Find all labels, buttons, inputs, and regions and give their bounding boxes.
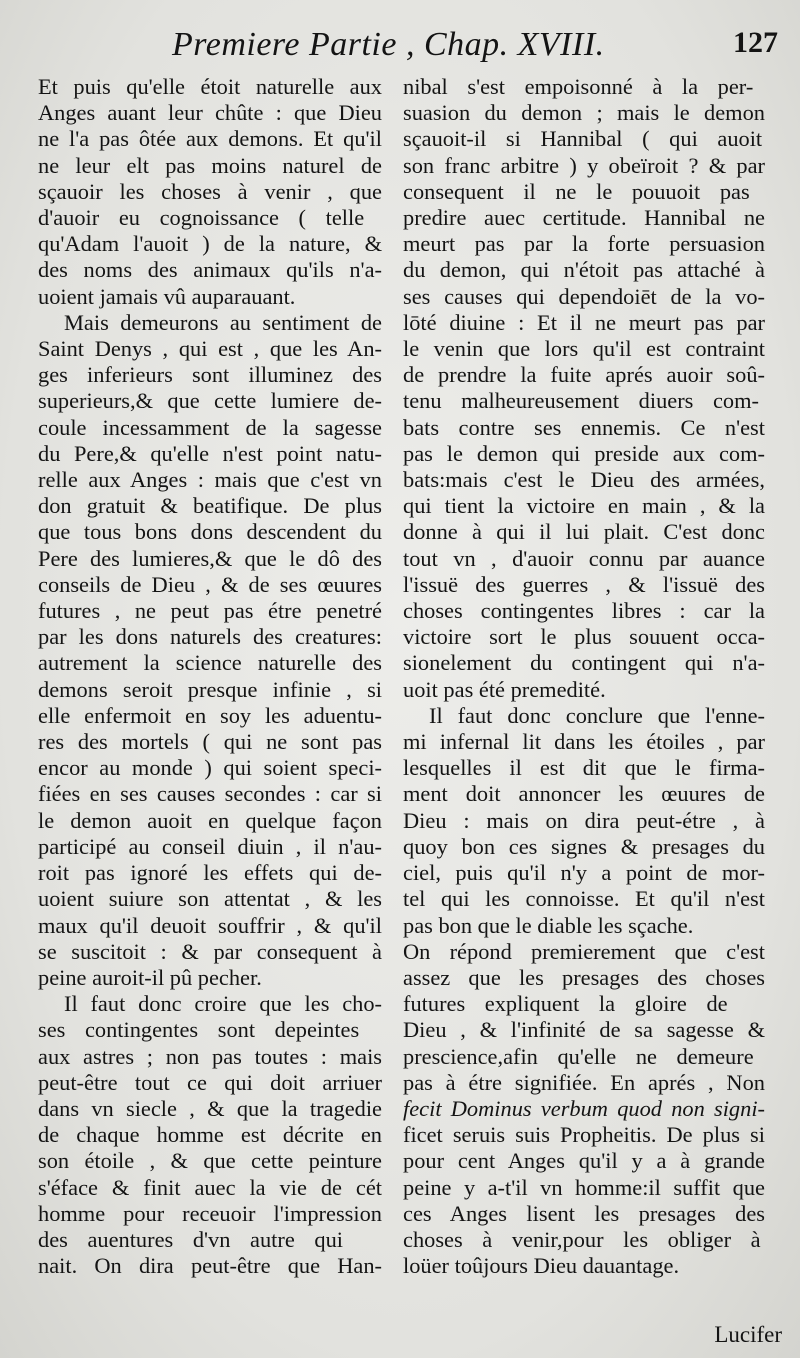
- text-line: s'éface & finit auec la vie de cét: [38, 1174, 382, 1200]
- text-line: homme pour receuoir l'impression: [38, 1200, 382, 1226]
- text-line: sçauoir les choses à venir , que: [38, 178, 382, 204]
- text-line: ficet seruis suis Propheitis. De plus si: [403, 1122, 765, 1148]
- text-line: nait. On dira peut-être que Han-: [38, 1253, 382, 1279]
- text-line: maux qu'il deuoit souffrir , & qu'il: [38, 912, 382, 938]
- text-line: ges inferieurs sont illuminez des: [38, 362, 382, 388]
- text-line: tel qui les connoisse. Et qu'il n'est: [403, 886, 765, 912]
- text-line: fecit Dominus verbum quod non signi-: [403, 1095, 765, 1121]
- text-line: res des mortels ( qui ne sont pas: [38, 729, 382, 755]
- text-line: quoy bon ces signes & presages du: [403, 833, 765, 859]
- text-line: bats:mais c'est le Dieu des armées,: [403, 467, 765, 493]
- text-line: Il faut donc conclure que l'enne-: [429, 702, 765, 728]
- text-line: son étoile , & que cette peinture: [38, 1148, 382, 1174]
- text-line: le demon auoit en quelque façon: [38, 807, 382, 833]
- text-line: l'issuë des guerres , & l'issuë des: [403, 571, 765, 597]
- text-line: pas bon que le diable les sçache.: [403, 912, 694, 938]
- text-line: Il faut donc croire que les cho-: [64, 991, 382, 1017]
- text-line: On répond premierement que c'est: [403, 938, 765, 964]
- text-line: ciel, puis qu'il n'y a point de mor-: [403, 860, 765, 886]
- text-line: choses contingentes libres : car la: [403, 598, 765, 624]
- text-line: sionelement du contingent qui n'a-: [403, 650, 765, 676]
- text-line: du demon, qui n'étoit pas attaché à: [403, 257, 765, 283]
- text-line: des noms des animaux qu'ils n'a-: [38, 257, 382, 283]
- text-line: loüer toûjours Dieu dauantage.: [403, 1253, 680, 1279]
- text-line: nibal s'est empoisonné à la per-: [403, 74, 754, 99]
- text-line: ses causes qui dependoiēt de la vo-: [403, 283, 765, 309]
- text-line: demons seroit presque infinie , si: [38, 676, 382, 702]
- text-line: du Pere,& qu'elle n'est point natu-: [38, 440, 382, 466]
- text-line: ne leur elt pas moins naturel de: [38, 152, 382, 178]
- text-line: futures , ne peut pas étre penetré: [38, 598, 382, 624]
- text-line: tout vn , d'auoir connu par auance: [403, 545, 765, 571]
- text-line: uoient suiure son attentat , & les: [38, 886, 382, 912]
- text-line: peine auroit-il pû pecher.: [38, 964, 262, 990]
- text-line: donne à qui il lui plait. C'est donc: [403, 519, 765, 545]
- text-line: Et puis qu'elle étoit naturelle aux: [38, 74, 382, 99]
- text-line: Pere des lumieres,& que le dô des: [38, 545, 382, 571]
- text-line: ses contingentes sont depeintes: [38, 1017, 360, 1043]
- text-line: lesquelles il est dit que le firma-: [403, 755, 765, 781]
- text-line: Dieu : mais on dira peut-étre , à: [403, 807, 765, 833]
- text-line: pour cent Anges qu'il y a à grande: [403, 1148, 765, 1174]
- text-line: ces Anges lisent les presages des: [403, 1200, 765, 1226]
- left-text-column: [38, 74, 382, 1279]
- page-number: 127: [733, 26, 778, 59]
- text-line: ne l'a pas ôtée aux demons. Et qu'il: [38, 126, 382, 152]
- text-line: sçauoit-il si Hannibal ( qui auoit: [403, 126, 763, 152]
- text-line: mi infernal lit dans les étoiles , par: [403, 729, 765, 755]
- text-line: victoire sort le plus souuent occa-: [403, 624, 765, 650]
- text-line: peut-être tout ce qui doit arriuer: [38, 1069, 382, 1095]
- text-line: se suscitoit : & par consequent à: [38, 938, 382, 964]
- text-line: tenu malheureusement diuers com-: [403, 388, 759, 414]
- text-line: de chaque homme est décrite en: [38, 1122, 382, 1148]
- text-line: predire auec certitude. Hannibal ne: [403, 205, 765, 231]
- text-line: encor au monde ) qui soient speci-: [38, 755, 382, 781]
- text-line: le venin que lors qu'il est contraint: [403, 336, 765, 362]
- text-line: bats contre ses ennemis. Ce n'est: [403, 414, 765, 440]
- text-line: que tous bons dons descendent du: [38, 519, 382, 545]
- page-header: [0, 26, 800, 74]
- text-line: elle enfermoit en soy les aduentu-: [38, 702, 382, 728]
- text-line: pas à étre signifiée. En aprés , Non: [403, 1069, 765, 1095]
- text-line: prescience,afin qu'elle ne demeure: [403, 1043, 754, 1069]
- text-line: roit pas ignoré les effets qui de-: [38, 860, 382, 886]
- text-line: qu'Adam l'auoit ) de la nature, &: [38, 231, 382, 257]
- text-line: participé au conseil diuin , il n'au-: [38, 833, 382, 859]
- text-line: relle aux Anges : mais que c'est vn: [38, 467, 382, 493]
- text-line: par les dons naturels des creatures:: [38, 624, 382, 650]
- text-line: autrement la science naturelle des: [38, 650, 382, 676]
- text-line: pas le demon qui preside aux com-: [403, 440, 765, 466]
- text-line: dans vn siecle , & que la tragedie: [38, 1095, 382, 1121]
- text-line: meurt pas par la forte persuasion: [403, 231, 765, 257]
- text-line: Anges auant leur chûte : que Dieu: [38, 100, 382, 126]
- text-line: uoient jamais vû auparauant.: [38, 283, 296, 309]
- text-line: qui tient la victoire en main , & la: [403, 493, 765, 519]
- text-line: Saint Denys , qui est , que les An-: [38, 336, 382, 362]
- catchword: Lucifer: [714, 1322, 782, 1347]
- text-line: Mais demeurons au sentiment de: [64, 309, 382, 335]
- right-text-column: [403, 74, 765, 1279]
- text-line: lōté diuine : Et il ne meurt pas par: [403, 309, 765, 335]
- text-line: coule incessamment de la sagesse: [38, 414, 382, 440]
- running-head: Premiere Partie , Chap. XVIII.: [172, 26, 605, 63]
- text-line: futures expliquent la gloire de: [403, 991, 728, 1017]
- text-line: assez que les presages des choses: [403, 964, 765, 990]
- text-line: choses à venir,pour les obliger à: [403, 1226, 761, 1252]
- text-line: suasion du demon ; mais le demon: [403, 100, 765, 126]
- text-line: ment doit annoncer les œuures de: [403, 781, 765, 807]
- text-line: fiées en ses causes secondes : car si: [38, 781, 382, 807]
- text-line: de prendre la fuite aprés auoir soû-: [403, 362, 765, 388]
- text-line: d'auoir eu cognoissance ( telle: [38, 205, 365, 231]
- text-line: consequent il ne le pouuoit pas: [403, 178, 750, 204]
- text-line: Dieu , & l'infinité de sa sagesse &: [403, 1017, 765, 1043]
- text-line: don gratuit & beatifique. De plus: [38, 493, 382, 519]
- text-line: uoit pas été premedité.: [403, 676, 606, 702]
- text-line: des auentures d'vn autre qui: [38, 1226, 344, 1252]
- text-line: aux astres ; non pas toutes : mais: [38, 1043, 382, 1069]
- text-line: superieurs,& que cette lumiere de-: [38, 388, 382, 414]
- text-line: conseils de Dieu , & de ses œuures: [38, 571, 382, 597]
- text-line: peine y a-t'il vn homme:il suffit que: [403, 1174, 765, 1200]
- text-line: son franc arbitre ) y obeïroit ? & par: [403, 152, 765, 178]
